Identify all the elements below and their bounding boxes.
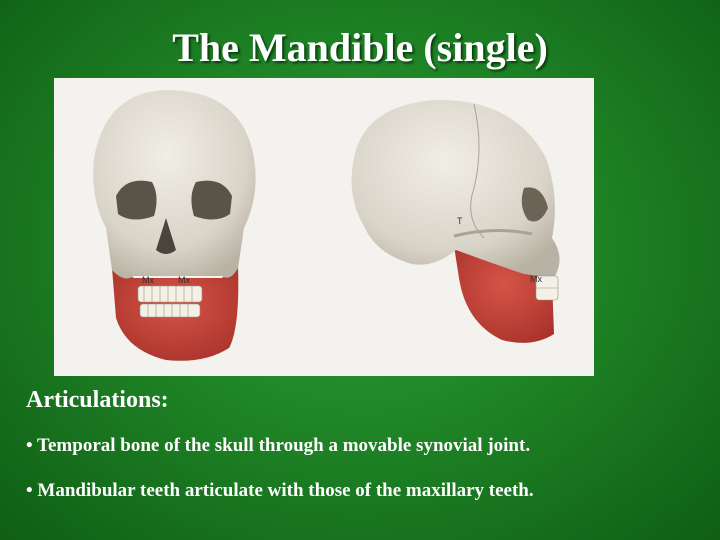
skull-illustration: [54, 78, 594, 376]
label-lateral-maxilla: Mx: [530, 274, 542, 284]
label-front-left: Mx: [142, 275, 154, 285]
skull-drawing: [54, 78, 594, 376]
label-lateral-temporal: T: [457, 216, 463, 226]
bullet-item: • Mandibular teeth articulate with those of the maxillary teeth.: [26, 480, 534, 501]
front-skull: [93, 90, 255, 361]
slide-title: The Mandible (single): [172, 25, 548, 70]
label-front-right: Mx: [178, 275, 190, 285]
section-heading: Articulations:: [26, 387, 169, 413]
bullet-item: • Temporal bone of the skull through a movable synovial joint.: [26, 435, 531, 456]
lateral-skull: [352, 100, 560, 343]
